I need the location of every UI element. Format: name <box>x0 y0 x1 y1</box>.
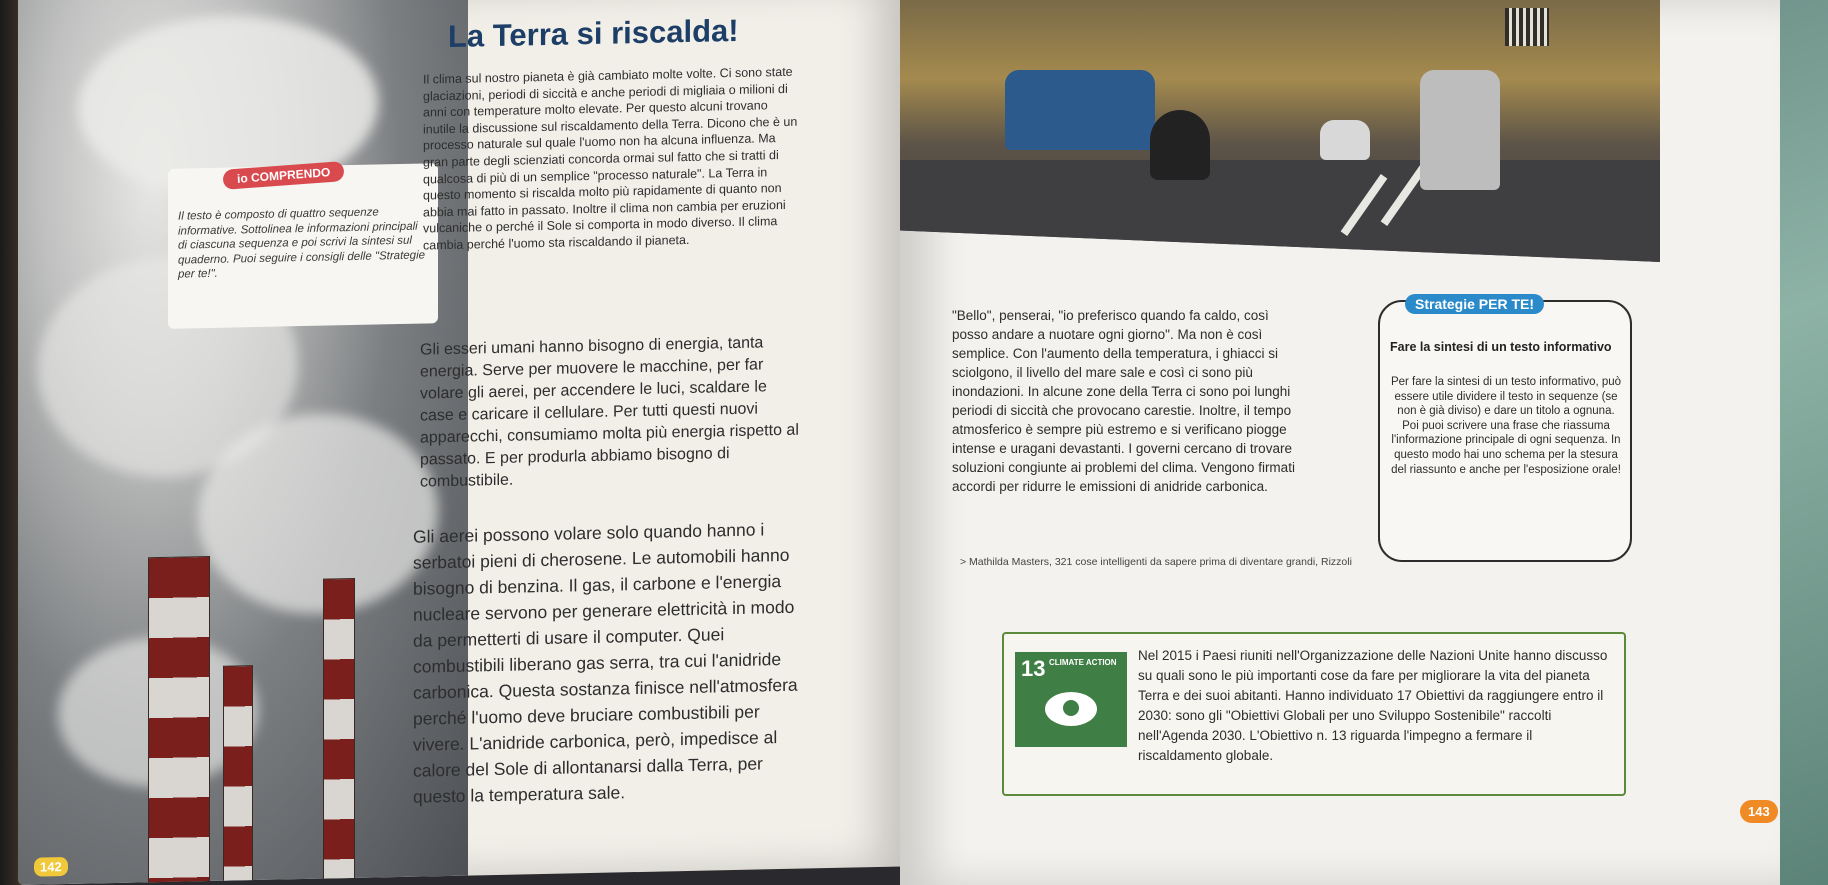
comprendo-instructions: Il testo è composto di quattro sequenze informative. Sottolinea le informazioni principali di ciascuna sequenza e poi scrivi la sintesi sul quaderno. Puoi seguire i consigli delle "Strategie per te!". <box>178 206 426 281</box>
paragraph-intro: Il clima sul nostro pianeta è già cambiato molte volte. Ci sono state glaciazioni, periodi di siccità e anche periodi di migliaia o milioni di anni con temperature molto elevate. Per questo alcuni trovano inutile la discussione sul riscaldamento della Terra. Dicono che è un processo naturale sul quale l'uomo non ha alcuna influenza. Ma gran parte degli scienziati concorda ormai sul fatto che si tratti di qualcosa di più di un semplice "processo naturale". La Terra in questo momento si riscalda molto più rapidamente di quanto non abbia mai fatto in passato. Inoltre il clima non cambia per eruzioni vulcaniche o perché il Sole si comporta in modo diverso. Il clima cambia perché l'uomo sta riscaldando il pianeta. <box>423 64 798 253</box>
sdg-text: Nel 2015 i Paesi riuniti nell'Organizzazione delle Nazioni Unite hanno discusso su quali sono le più importanti cose da fare per migliorare la vita del pianeta Terra e dei suoi abitanti. Hanno individuato 17 Obiettivi da raggiungere entro il 2030: sono gli "Obiettivi Globali per uno Sviluppo Sostenibile" raccolti nell'Agenda 2030. L'Obiettivo n. 13 riguarda l'impegno a fermare il riscaldamento globale. <box>1138 648 1608 763</box>
strategie-text: Per fare la sintesi di un testo informativo, può essere utile dividere il testo in sequenze (se non è già diviso) e dare un titolo a ognuna. Poi puoi scrivere una frase che riassuma l'informazione principale di ogni sequenza. In questo modo hai uno schema per la stesura del riassunto e anche per l'esposizione orale! <box>1390 376 1622 476</box>
paragraph-energy: Gli esseri umani hanno bisogno di energia, tanta energia. Serve per muovere le macchine, per far volare gli aerei, per accendere le luci, scaldare le case e caricare il cellulare. Per tutti questi nuovi apparecchi, consumiamo molta più energia rispetto al passato. E per produrla abbiamo bisogno di combustibile. <box>420 334 799 491</box>
smokestacks-photo <box>18 0 468 885</box>
page-number-left: 142 <box>34 857 68 877</box>
comprendo-badge: io COMPRENDO <box>223 161 345 190</box>
left-page <box>18 0 908 885</box>
page-title: La Terra si riscalda! <box>448 12 739 54</box>
right-page <box>900 0 1780 885</box>
strategie-badge: Strategie PER TE! <box>1405 294 1544 314</box>
quote-text: "Bello", penserai, "io preferisco quando fa caldo, così posso andare a nuotare ogni giorno". Ma non è così semplice. Con l'aumento della temperatura, i ghiacci si sciolgono, il livello del mare sale e così ci sono più inondazioni. In alcune zone della Terra ci sono poi lunghi periodi di siccità che provocano carestie. Inoltre, il tempo atmosferico è sempre più estremo e si verificano piogge intense e uragani devastanti. I governi cercano di trovare soluzioni congiunte ai problemi del clima. Vengono firmati accordi per ridurre le emissioni di anidride carbonica. <box>952 308 1295 494</box>
sdg-number: 13 <box>1021 656 1046 681</box>
sdg-13-tile <box>1015 652 1127 747</box>
globe-icon <box>1063 700 1079 716</box>
paragraph-fuels: Gli aerei possono volare solo quando hanno i serbatoi pieni di cherosene. Le automobili hanno bisogno di benzina. Il gas, il carbone e l'energia nucleare servono per generare elettricità in modo da permetterti di usare il computer. Quei combustibili liberano gas serra, tra cui l'anidride carbonica. Questa sostanza finisce nell'atmosfera perché l'uomo deve bruciare combustibili per vivere. L'anidride carbonica, però, impedisce al calore del Sole di allontanarsi dalla Terra, per questo la temperatura sale. <box>413 519 798 807</box>
qr-code-icon[interactable] <box>1505 8 1549 46</box>
source-citation: > Mathilda Masters, 321 cose intelligenti da sapere prima di diventare grandi, Rizzoli <box>960 556 1352 568</box>
sdg-label: CLIMATE ACTION <box>1049 658 1117 667</box>
strategie-title: Fare la sintesi di un testo informativo <box>1390 340 1612 354</box>
page-number-right: 143 <box>1740 800 1778 823</box>
